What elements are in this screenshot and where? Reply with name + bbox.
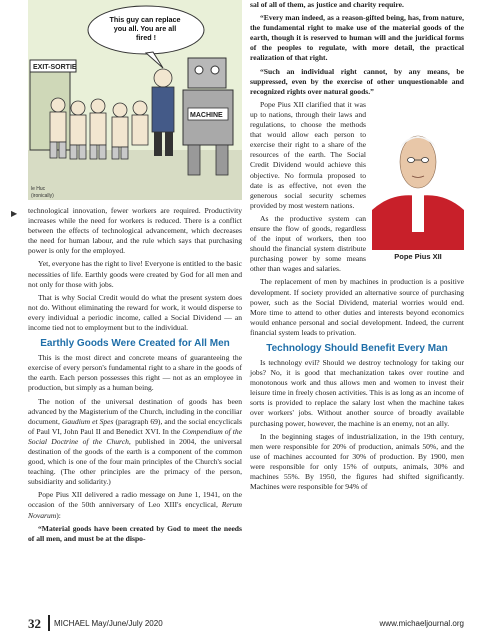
cartoon-signature: le Huc xyxy=(31,186,46,192)
paragraph: That is why Social Credit would do what the present system does not do. Without eliminating the reward for work, it would disperse to every individual a periodic income, called a Social Dividend — an income tied not to employment but to the individual. xyxy=(28,292,242,333)
speech-line-3: fired ! xyxy=(136,33,156,42)
cartoon-illustration xyxy=(28,0,242,200)
photo-caption: Pope Pius XII xyxy=(394,251,442,261)
paragraph: Is technology evil? Should we destroy technology for taking our jobs? No, it is good that mechanization takes over routine and monotonous work and thus allows men and women to invest their leisure time in freely chosen activities. This is as long as an income of sorts is provided to replace the salary lost when the machine takes over workers' jobs. Without another source of broadly available purchasing power, however, the machine is an enemy, not an ally. xyxy=(250,358,464,428)
left-column xyxy=(28,0,242,547)
quote-paragraph: “Every man indeed, as a reason-gifted being, has, from nature, the fundamental right to make use of the material goods of the earth, though it is reserved to human will and the juridical forms of the peoples to regulate, with more detail, the practical realization of that right. xyxy=(250,13,464,63)
website-link[interactable]: www.michaeljournal.org xyxy=(379,619,464,628)
speech-line-1: This guy can replace xyxy=(109,15,181,24)
triangle-bullet-icon: ▶ xyxy=(11,209,18,218)
page-footer xyxy=(28,618,464,632)
paragraph: Pope Pius XII clarified that it was up to nations, through their laws and regulations, to choose the methods that would allow each person to exercise their right to a share of the resources of the earth. The Social Credit Dividend would achieve this objective. No formula proposed to date is as effective, not even the generous social security schemes provided by most western nations. xyxy=(250,99,366,210)
pope-photo xyxy=(372,100,464,261)
section-heading: Technology Should Benefit Every Man xyxy=(266,343,448,354)
paragraph: The notion of the universal destination of goods has been advanced by the Magisterium of the Church, including in the conciliar document, Gaudium et Spes (paragraph 69), and the social encyclicals of Paul VI, John Paul II and Benedict XVI. In the Compendium of the Social Doctrine of the Church, published in 2004, the universal destination of the goods of the earth is a component of the common good, which is one of the four main principles of the Church's social teaching. (The other principles are the primacy of the person, subsidiarity and solidarity.) xyxy=(28,396,242,487)
divider xyxy=(48,615,50,631)
quote-paragraph: “Material goods have been created by God to meet the needs of all men, and must be at the dispo- xyxy=(28,523,242,543)
publication-name: MICHAEL May/June/July 2020 xyxy=(54,619,163,628)
machine-label: MACHINE xyxy=(190,112,223,119)
paragraph: Yet, everyone has the right to live! Everyone is entitled to the basic necessities of life. Earthly goods were created by God for all men and not only for those with jobs. xyxy=(28,259,242,289)
paragraph: Pope Pius XII delivered a radio message on June 1, 1941, on the occasion of the 50th anniversary of Leo XIII's encyclical, Rerum Novarum): xyxy=(28,490,242,520)
quote-paragraph: sal of all of them, as justice and charity require. xyxy=(250,0,404,9)
pope-portrait-image xyxy=(372,100,464,250)
paragraph: The replacement of men by machines in production is a positive development. If society provided an alternative source of purchasing power, such as the Social Dividend, material worries would end. More time to attend to other duties and interests beyond economics would enhance personal and social development. Indeed, the current financial system leads to privation. xyxy=(250,277,464,337)
paragraph: As the productive system can ensure the flow of goods, regardless of the input of workers, then too should the financial system distribute purchasing power by some means other than wages and salaries. xyxy=(250,213,366,274)
quote-paragraph: “Such an individual right cannot, by any means, be suppressed, even by the exercise of other unquestionable and recognized rights over natural goods.” xyxy=(250,66,464,96)
page-number: 32 xyxy=(28,616,41,631)
exit-sign: EXIT-SORTIE xyxy=(33,64,77,71)
paragraph: In the beginning stages of industrialization, in the 19th century, men were responsible for 20% of production, animals 50%, and the use of machines accounted for 30% of production. By 1900, men were responsible for only 15% of outputs, animals, 30% and machines 55%. By 1950, the figures had shifted significantly. Machines were responsible for 94% of xyxy=(250,431,464,492)
right-column xyxy=(250,0,464,495)
paragraph: This is the most direct and concrete means of guaranteeing the exercise of every person's fundamental right to a share in the goods of the earth. Each person possesses this right — not as an employee in production, but simply as a human being. xyxy=(28,353,242,393)
cartoon-signature-2: (ironically) xyxy=(31,193,54,199)
speech-line-2: you all. You are all xyxy=(113,24,177,33)
section-heading: Earthly Goods Were Created for All Men xyxy=(40,338,230,350)
paragraph: technological innovation, fewer workers are required. Productivity increases while the need for workers is reduced. There is a conflict between the effects of technological advancement, which decreases the need for human labour, and the rule which says that purchasing power is only for the employed. xyxy=(28,206,242,256)
cartoon-drawing xyxy=(28,0,242,200)
